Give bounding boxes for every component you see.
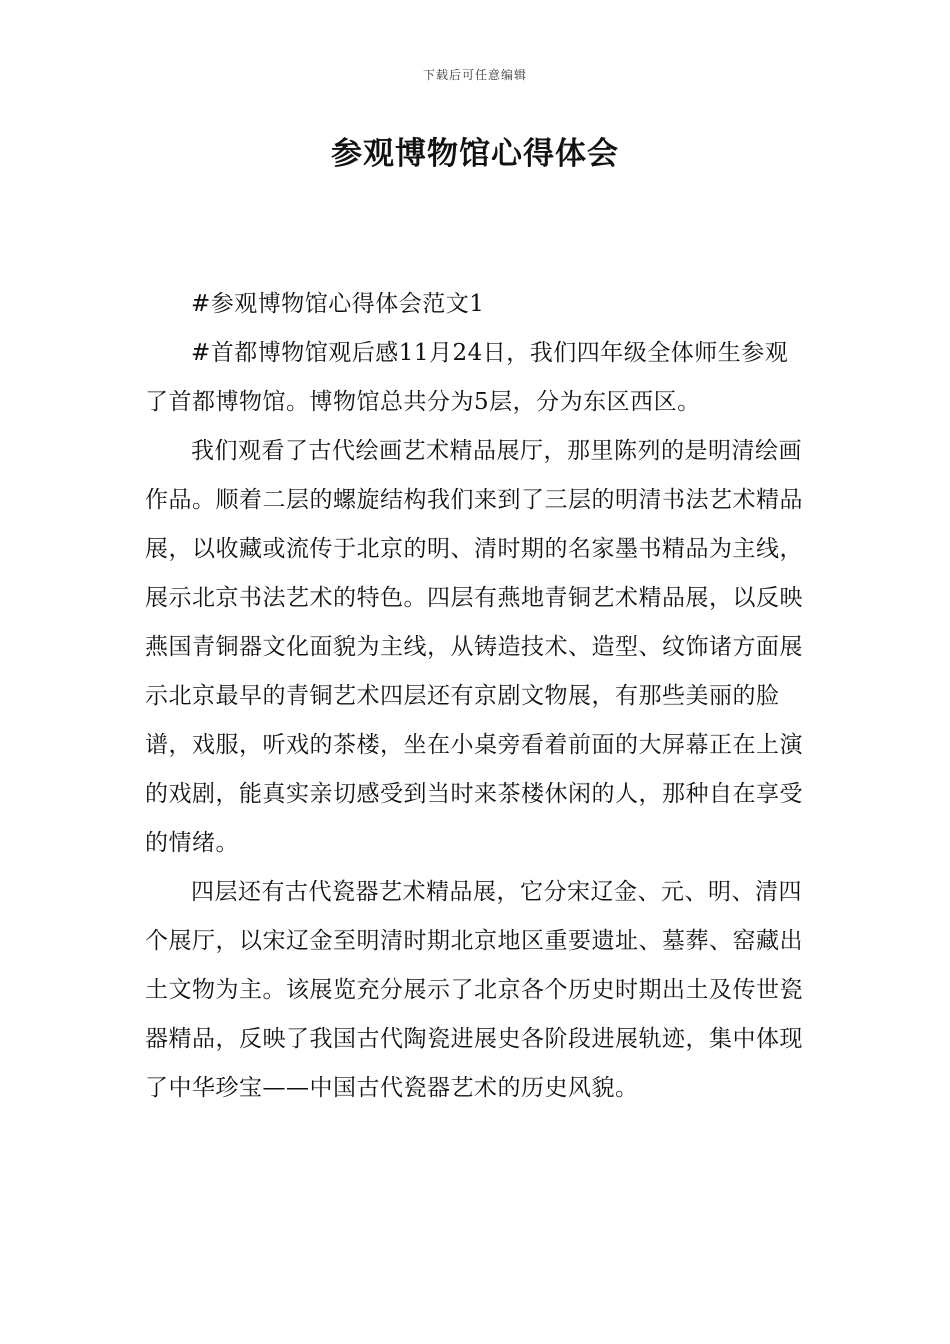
paragraph: 四层还有古代瓷器艺术精品展，它分宋辽金、元、明、清四个展厅，以宋辽金至明清时期北京地区重要遗址、墓葬、窑藏出土文物为主。该展览充分展示了北京各个历史时期出土及传世瓷器精品，反映了我国古代陶瓷进展史各阶段进展轨迹，集中体现了中华珍宝——中国古代瓷器艺术的历史风貌。 — [145, 879, 803, 1101]
paragraph-heading: #参观博物馆心得体会范文1 — [191, 291, 485, 317]
document-title: 参观博物馆心得体会 — [331, 136, 619, 172]
document-body — [145, 280, 810, 1113]
paragraph: 我们观看了古代绘画艺术精品展厅，那里陈列的是明清绘画作品。顺着二层的螺旋结构我们来到了三层的明清书法艺术精品展，以收藏或流传于北京的明、清时期的名家墨书精品为主线，展示北京书法艺术的特色。四层有燕地青铜艺术精品展，以反映燕国青铜器文化面貌为主线，从铸造技术、造型、纹饰诸方面展示北京最早的青铜艺术四层还有京剧文物展，有那些美丽的脸谱，戏服，听戏的茶楼，坐在小桌旁看着前面的大屏幕正在上演的戏剧，能真实亲切感受到当时来茶楼休闲的人，那种自在享受的情绪。 — [145, 438, 803, 856]
paragraph: #首都博物馆观后感11月24日，我们四年级全体师生参观了首都博物馆。博物馆总共分为5层，分为东区西区。 — [145, 340, 789, 415]
header-note: 下载后可任意编辑 — [422, 68, 527, 82]
